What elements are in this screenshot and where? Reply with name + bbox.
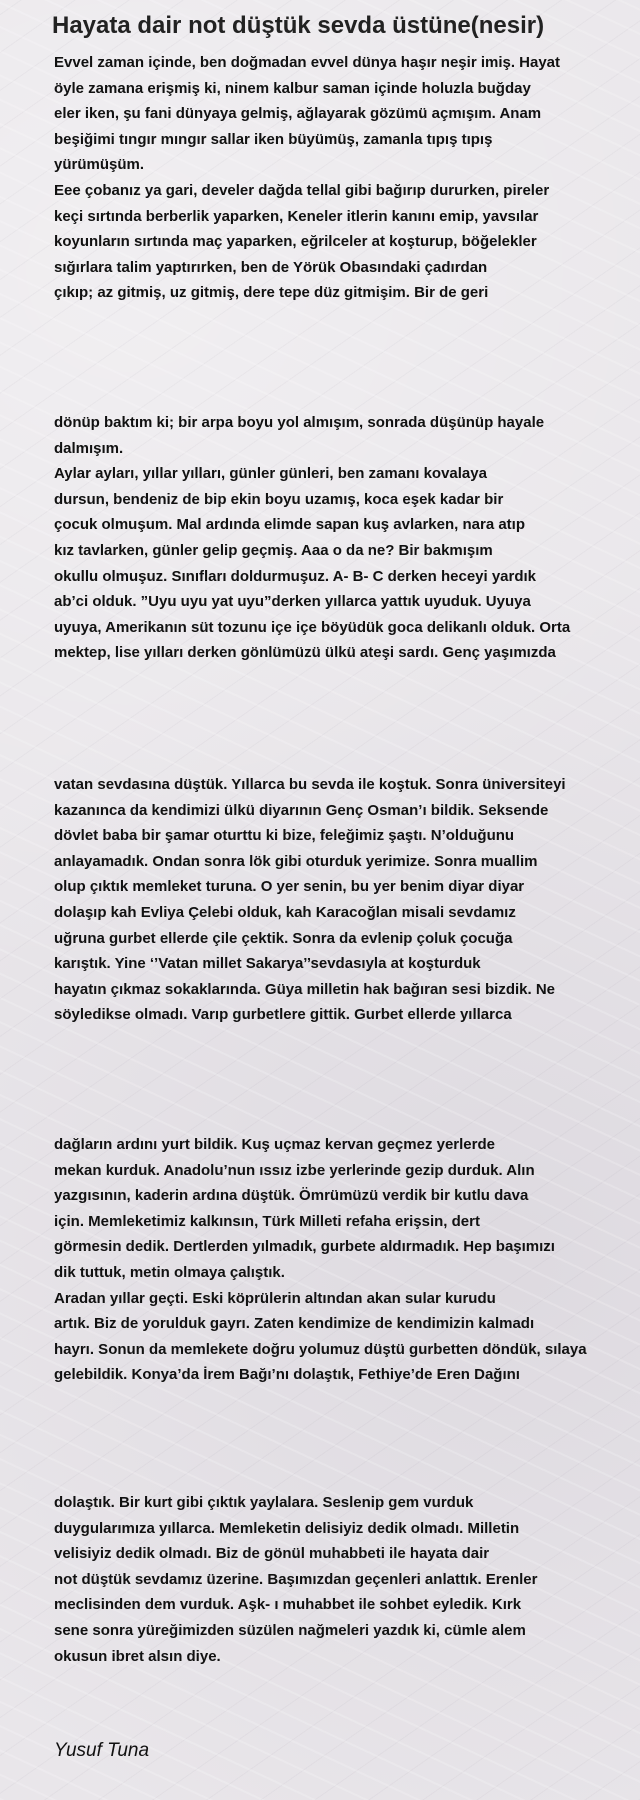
text-line: Eee çobanız ya gari, develer dağda tellal gibi bağırıp dururken, pireler — [54, 181, 550, 199]
text-line: söyledikse olmadı. Varıp gurbetlere gittik. Gurbet ellerde yıllarca — [54, 1006, 512, 1024]
text-line: dövlet baba bir şamar oturttu ki bize, feleğimiz şaştı. N’olduğunu — [54, 827, 515, 845]
text-line: Aylar ayları, yıllar yılları, günler günleri, ben zamanı kovalaya — [54, 465, 487, 483]
text-line: uyuya, Amerikanın süt tozunu içe içe böyüdük goca delikanlı olduk. Orta — [54, 618, 571, 636]
text-line: için. Memleketimiz kalkınsın, Türk Milleti refaha erişsin, dert — [54, 1212, 480, 1230]
text-line: velisiyiz dedik olmadı. Biz de gönül muhabbeti ile hayata dair — [54, 1545, 490, 1563]
text-line: sene sonra yüreğimizden süzülen nağmeleri yazdık ki, cümle alem — [54, 1621, 526, 1639]
text-line: dalmışım. — [54, 439, 124, 457]
text-line: beşiğimi tıngır mıngır sallar iken büyümüş, zamanla tıpış tıpış — [54, 130, 493, 148]
text-line: keçi sırtında berberlik yaparken, Keneler itlerin kanını emip, yavsılar — [54, 207, 539, 225]
text-line: görmesin dedik. Dertlerden yılmadık, gurbete aldırmadık. Hep başımızı — [54, 1238, 555, 1256]
text-line: eler iken, şu fani dünyaya gelmiş, ağlayarak gözümü açmışım. Anam — [54, 105, 542, 123]
text-line: vatan sevdasına düştük. Yıllarca bu sevda ile koştuk. Sonra üniversiteyi — [54, 776, 566, 793]
text-line: not düştük sevdamız üzerine. Başımızdan geçenleri anlattık. Erenler — [54, 1570, 538, 1588]
text-line: sığırlara talim yaptırırken, ben de Yörük Obasındaki çadırdan — [54, 258, 488, 276]
text-line: dağların ardını yurt bildik. Kuş uçmaz kervan geçmez yerlerde — [54, 1136, 495, 1153]
text-line: dursun, bendeniz de bip ekin boyu uzamış, koca eşek kadar bir — [54, 490, 504, 508]
text-line: kız tavlarken, günler gelip geçmiş. Aaa o da ne? Bir bakmışım — [54, 541, 493, 559]
text-line: okusun ibret alsın diye. — [54, 1647, 221, 1665]
text-line: dönüp baktım ki; bir arpa boyu yol almışım, sonrada düşünüp hayale — [54, 414, 545, 431]
paragraph-block-3 — [54, 772, 634, 1028]
text-line: mekan kurduk. Anadolu’nun ıssız izbe yerlerinde gezip durduk. Alın — [54, 1161, 535, 1179]
text-line: karıştık. Yine ‘’Vatan millet Sakarya’’sevdasıyla at koşturduk — [54, 955, 481, 973]
text-line: kazanınca da kendimizi ülkü diyarının Genç Osman’ı bildik. Seksende — [54, 801, 549, 819]
paragraph-block-5 — [54, 1490, 634, 1669]
text-line: duygularımıza yıllarca. Memleketin delisiyiz dedik olmadı. Milletin — [54, 1519, 520, 1537]
text-line: dolaştık. Bir kurt gibi çıktık yaylalara. Seslenip gem vurduk — [54, 1494, 474, 1511]
text-line: artık. Biz de yorulduk gayrı. Zaten kendimize de kendimizin kalmadı — [54, 1315, 535, 1333]
text-line: çocuk olmuşum. Mal ardında elimde sapan kuş avlarken, nara atıp — [54, 516, 525, 534]
text-line: okullu olmuşuz. Sınıfları doldurmuşuz. A- B- C derken heceyi yardık — [54, 567, 537, 585]
text-line: Aradan yıllar geçti. Eski köprülerin altından akan sular kurudu — [54, 1289, 496, 1307]
author-signature: Yusuf Tuna — [54, 1740, 150, 1761]
text-line: çıkıp; az gitmiş, uz gitmiş, dere tepe düz gitmişim. Bir de geri — [54, 284, 489, 302]
paragraph-block-2 — [54, 410, 634, 666]
text-line: hayatın çıkmaz sokaklarında. Güya milletin hak bağıran sesi bizdik. Ne — [54, 980, 556, 998]
paragraph-block-4 — [54, 1132, 634, 1388]
text-line: öyle zamana erişmiş ki, ninem kalbur saman içinde holuzla buğday — [54, 79, 531, 97]
text-line: dik tuttuk, metin olmaya çalıştık. — [54, 1263, 285, 1281]
text-line: hayrı. Sonun da memlekete doğru yolumuz düştü gurbetten döndük, sılaya — [54, 1340, 587, 1358]
text-line: Evvel zaman içinde, ben doğmadan evvel dünya haşır neşir imiş. Hayat — [54, 54, 561, 71]
paragraph-block-1 — [54, 50, 634, 306]
text-line: mektep, lise yılları derken gönlümüzü ülkü ateşi sardı. Genç yaşımızda — [54, 644, 556, 662]
text-line: olup çıktık memleket turuna. O yer senin, bu yer benim diyar diyar — [54, 878, 525, 896]
text-line: ab’ci olduk. ”Uyu uyu yat uyu”derken yıllarca yattık uyuduk. Uyuya — [54, 593, 531, 611]
text-line: dolaşıp kah Evliya Çelebi olduk, kah Karacoğlan misali sevdamız — [54, 903, 516, 921]
text-line: uğruna gurbet ellerde çile çektik. Sonra da evlenip çoluk çocuğa — [54, 929, 513, 947]
text-line: anlayamadık. Ondan sonra lök gibi oturduk yerimize. Sonra muallim — [54, 852, 538, 870]
text-line: gelebildik. Konya’da İrem Bağı’nı dolaştık, Fethiye’de Eren Dağını — [54, 1366, 520, 1384]
text-line: yazgısının, kaderin ardına düştük. Ömrümüzü verdik bir kutlu dava — [54, 1187, 529, 1205]
text-line: meclisinden dem vurduk. Aşk- ı muhabbet ile sohbet eyledik. Kırk — [54, 1596, 522, 1614]
poem-title: Hayata dair not düştük sevda üstüne(nesir) — [52, 12, 545, 39]
text-line: yürümüşüm. — [54, 156, 145, 174]
text-line: koyunların sırtında maç yaparken, eğrilceler at koşturup, böğelekler — [54, 233, 537, 251]
